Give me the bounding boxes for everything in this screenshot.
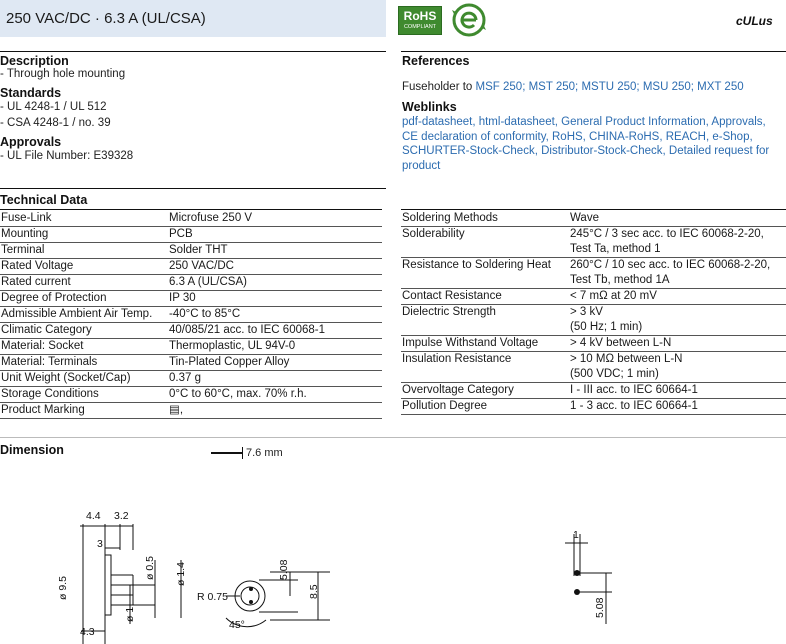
table-row [0,371,382,387]
table-row [0,243,382,259]
table-row [0,355,382,371]
references-heading: References [402,54,470,68]
dim-label: 45° [229,619,245,631]
divider [401,51,786,52]
standards-heading: Standards [0,86,62,100]
dimension-heading: Dimension [0,443,64,457]
table-row [401,211,786,227]
table-row [0,291,382,307]
ref-link-msf[interactable]: MSF 250; [475,81,526,93]
dimension-drawing [0,500,786,644]
china-rohs-icon [450,2,488,38]
scale-bar [211,447,243,459]
row-value: -40°C to 85°C [169,308,241,320]
table-row [0,387,382,403]
row-label: Mounting [1,228,49,240]
row-value: 250 VAC/DC [169,260,234,272]
table-row [0,211,382,227]
standards-item: - CSA 4248-1 / no. 39 [0,117,111,129]
approvals-heading: Approvals [0,135,62,149]
row-value: I - III acc. to IEC 60664-1 [570,384,698,396]
table-row [401,399,786,415]
row-value: 6.3 A (UL/CSA) [169,276,247,288]
weblinks-heading: Weblinks [402,100,457,114]
ref-link-mstu[interactable]: MSTU 250; [581,81,640,93]
row-label: Rated Voltage [1,260,74,272]
dim-label: 3 [97,538,103,550]
ref-link-mst[interactable]: MST 250; [528,81,579,93]
row-value: Microfuse 250 V [169,212,253,224]
row-value: 0°C to 60°C, max. 70% r.h. [169,388,307,400]
row-label: Admissible Ambient Air Temp. [1,308,153,320]
divider [0,209,382,210]
row-label: Material: Terminals [1,356,98,368]
tech-table-left [0,211,382,419]
table-row [0,403,382,419]
ref-link-mxt[interactable]: MXT 250 [697,81,744,93]
row-label: Fuse-Link [1,212,52,224]
table-row [0,307,382,323]
table-row [401,383,786,399]
row-label: Degree of Protection [1,292,107,304]
description-item: - Through hole mounting [0,68,126,80]
dim-label: 3.2 [114,510,129,522]
row-value: > 10 MΩ between L-N (500 VDC; 1 min) [570,353,683,380]
ul-mark: cULus [736,14,773,28]
approvals-item: - UL File Number: E39328 [0,150,134,162]
dim-label: R 0.75 [197,591,228,603]
row-value: 245°C / 3 sec acc. to IEC 60068-2-20, Test Ta, method 1 [570,228,764,255]
ref-link-msu[interactable]: MSU 250; [642,81,694,93]
dim-label: 5.08 [594,597,606,618]
weblink-line[interactable]: product [402,160,441,172]
row-value: Thermoplastic, UL 94V-0 [169,340,296,352]
row-label: Terminal [1,244,45,256]
divider [0,188,386,189]
table-row [401,305,786,336]
row-label: Overvoltage Category [402,384,514,396]
divider [0,51,386,52]
table-row [401,352,786,383]
weblink-line[interactable]: SCHURTER-Stock-Check, Distributor-Stock-Check, Detailed request for [402,145,770,157]
row-value: Tin-Plated Copper Alloy [169,356,290,368]
dim-label: 1 [573,529,579,541]
standards-item: - UL 4248-1 / UL 512 [0,101,107,113]
table-row [0,275,382,291]
table-row [0,259,382,275]
row-value: 1 - 3 acc. to IEC 60664-1 [570,400,698,412]
row-label: Pollution Degree [402,400,488,412]
row-value: IP 30 [169,292,196,304]
row-label: Material: Socket [1,340,84,352]
row-label: Product Marking [1,404,85,416]
marking-icon: ▤ [169,404,180,416]
row-value: > 4 kV between L-N [570,337,672,349]
weblink-line[interactable]: CE declaration of conformity, RoHS, CHINA-RoHS, REACH, e-Shop, [402,131,753,143]
row-label: Storage Conditions [1,388,99,400]
row-label: Unit Weight (Socket/Cap) [1,372,131,384]
row-label: Climatic Category [1,324,92,336]
technical-heading: Technical Data [0,193,88,207]
row-label: Soldering Methods [402,212,498,224]
ul-mark-icon [736,14,773,28]
row-value: Solder THT [169,244,228,256]
table-row [401,289,786,305]
table-row [401,227,786,258]
references-prefix: Fuseholder to [402,81,473,93]
dim-label: ø 1.4 [175,562,187,586]
row-label: Resistance to Soldering Heat [402,259,551,271]
table-row [0,323,382,339]
rohs-badge [398,6,442,35]
dim-label: 4.3 [80,626,95,638]
table-row [401,336,786,352]
rohs-label: RoHS [403,9,437,23]
description-heading: Description [0,54,69,68]
weblink-line[interactable]: pdf-datasheet, html-datasheet, General Product Information, Approvals, [402,116,766,128]
dim-label: ø 9.5 [57,576,69,600]
dim-label: 4.4 [86,510,101,522]
table-row [401,258,786,289]
row-value [168,403,382,419]
row-value: < 7 mΩ at 20 mV [570,290,657,302]
row-label: Insulation Resistance [402,353,512,365]
dim-label: ø 0.5 [144,556,156,580]
scale-label: 7.6 mm [246,447,283,459]
row-label: Impulse Withstand Voltage [402,337,539,349]
row-value: 0.37 g [169,372,201,384]
rohs-sub: COMPLIANT [403,24,437,30]
page-title: 250 VAC/DC · 6.3 A (UL/CSA) [6,10,206,27]
row-value: Wave [570,212,599,224]
table-row [0,227,382,243]
divider [0,437,786,438]
dim-label: ø 1 [124,606,136,622]
row-label: Solderability [402,228,465,240]
row-value: > 3 kV (50 Hz; 1 min) [570,306,643,333]
row-label: Dielectric Strength [402,306,496,318]
row-label: Contact Resistance [402,290,502,302]
row-value: 40/085/21 acc. to IEC 60068-1 [169,324,325,336]
divider [401,209,786,210]
dim-label: 5.08 [278,559,290,580]
marking-text: , [179,404,184,416]
references-line [402,81,744,93]
row-value: 260°C / 10 sec acc. to IEC 60068-2-20, Test Tb, method 1A [570,259,771,286]
tech-table-right [401,211,786,415]
row-label: Rated current [1,276,71,288]
table-row [0,339,382,355]
dim-label: 8.5 [308,584,320,599]
row-value: PCB [169,228,193,240]
